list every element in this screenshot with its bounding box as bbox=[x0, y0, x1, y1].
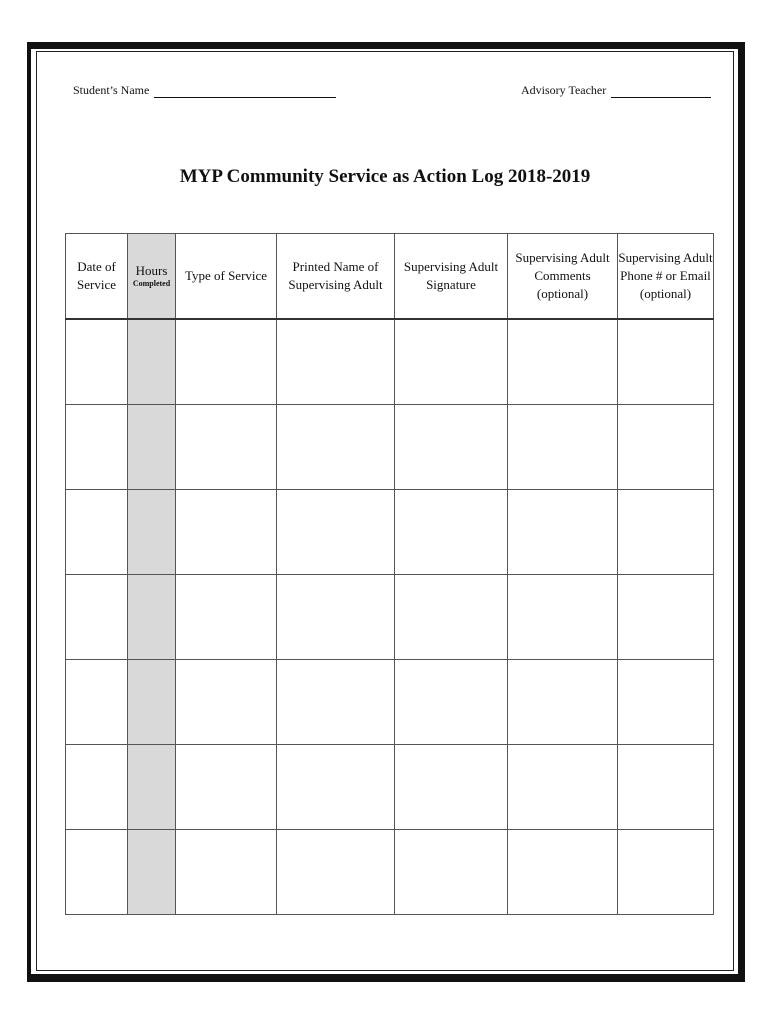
student-name-blank[interactable] bbox=[154, 85, 336, 98]
service-log-table bbox=[65, 233, 714, 915]
comments-cell[interactable] bbox=[508, 575, 618, 660]
date-cell[interactable] bbox=[66, 405, 128, 490]
table-header-row bbox=[66, 234, 714, 320]
hours-cell[interactable] bbox=[128, 575, 176, 660]
signature-cell[interactable] bbox=[395, 405, 508, 490]
date-cell[interactable] bbox=[66, 830, 128, 915]
comments-cell[interactable] bbox=[508, 660, 618, 745]
table-row bbox=[66, 830, 714, 915]
printed-name-cell[interactable] bbox=[277, 490, 395, 575]
comments-cell[interactable] bbox=[508, 490, 618, 575]
hours-cell[interactable] bbox=[128, 405, 176, 490]
table-row bbox=[66, 319, 714, 405]
table-row bbox=[66, 490, 714, 575]
hours-cell[interactable] bbox=[128, 830, 176, 915]
student-name-field bbox=[73, 83, 336, 98]
contact-cell[interactable] bbox=[618, 830, 714, 915]
contact-cell[interactable] bbox=[618, 575, 714, 660]
column-header-printed-name: Printed Name of Supervising Adult bbox=[277, 234, 395, 320]
contact-cell[interactable] bbox=[618, 660, 714, 745]
date-cell[interactable] bbox=[66, 575, 128, 660]
signature-cell[interactable] bbox=[395, 745, 508, 830]
printed-name-cell[interactable] bbox=[277, 830, 395, 915]
printed-name-cell[interactable] bbox=[277, 745, 395, 830]
comments-cell[interactable] bbox=[508, 830, 618, 915]
type-cell[interactable] bbox=[176, 575, 277, 660]
hours-cell[interactable] bbox=[128, 660, 176, 745]
contact-cell[interactable] bbox=[618, 405, 714, 490]
type-cell[interactable] bbox=[176, 490, 277, 575]
type-cell[interactable] bbox=[176, 405, 277, 490]
student-name-label: Student’s Name bbox=[73, 83, 150, 97]
signature-cell[interactable] bbox=[395, 319, 508, 405]
table-row bbox=[66, 405, 714, 490]
column-header-hours: Hours Completed bbox=[128, 234, 176, 320]
table-row bbox=[66, 575, 714, 660]
date-cell[interactable] bbox=[66, 490, 128, 575]
hours-cell[interactable] bbox=[128, 319, 176, 405]
column-header-signature: Supervising Adult Signature bbox=[395, 234, 508, 320]
table-row bbox=[66, 660, 714, 745]
printed-name-cell[interactable] bbox=[277, 575, 395, 660]
advisory-teacher-field bbox=[521, 83, 711, 98]
printed-name-cell[interactable] bbox=[277, 405, 395, 490]
contact-cell[interactable] bbox=[618, 745, 714, 830]
contact-cell[interactable] bbox=[618, 319, 714, 405]
page-border-corner bbox=[27, 42, 41, 56]
contact-cell[interactable] bbox=[618, 490, 714, 575]
signature-cell[interactable] bbox=[395, 830, 508, 915]
signature-cell[interactable] bbox=[395, 575, 508, 660]
comments-cell[interactable] bbox=[508, 745, 618, 830]
printed-name-cell[interactable] bbox=[277, 660, 395, 745]
table-row bbox=[66, 745, 714, 830]
hours-cell[interactable] bbox=[128, 490, 176, 575]
type-cell[interactable] bbox=[176, 830, 277, 915]
date-cell[interactable] bbox=[66, 745, 128, 830]
signature-cell[interactable] bbox=[395, 490, 508, 575]
type-cell[interactable] bbox=[176, 319, 277, 405]
type-cell[interactable] bbox=[176, 660, 277, 745]
date-cell[interactable] bbox=[66, 319, 128, 405]
page-title: MYP Community Service as Action Log 2018-2019 bbox=[179, 166, 591, 187]
column-header-date: Date of Service bbox=[66, 234, 128, 320]
hours-cell[interactable] bbox=[128, 745, 176, 830]
type-cell[interactable] bbox=[176, 745, 277, 830]
comments-cell[interactable] bbox=[508, 319, 618, 405]
comments-cell[interactable] bbox=[508, 405, 618, 490]
advisory-teacher-label: Advisory Teacher bbox=[521, 83, 607, 97]
signature-cell[interactable] bbox=[395, 660, 508, 745]
column-header-type: Type of Service bbox=[176, 234, 277, 320]
date-cell[interactable] bbox=[66, 660, 128, 745]
column-header-contact: Supervising Adult Phone # or Email (optional) bbox=[618, 234, 714, 320]
advisory-teacher-blank[interactable] bbox=[611, 85, 711, 98]
printed-name-cell[interactable] bbox=[277, 319, 395, 405]
column-header-comments: Supervising Adult Comments (optional) bbox=[508, 234, 618, 320]
